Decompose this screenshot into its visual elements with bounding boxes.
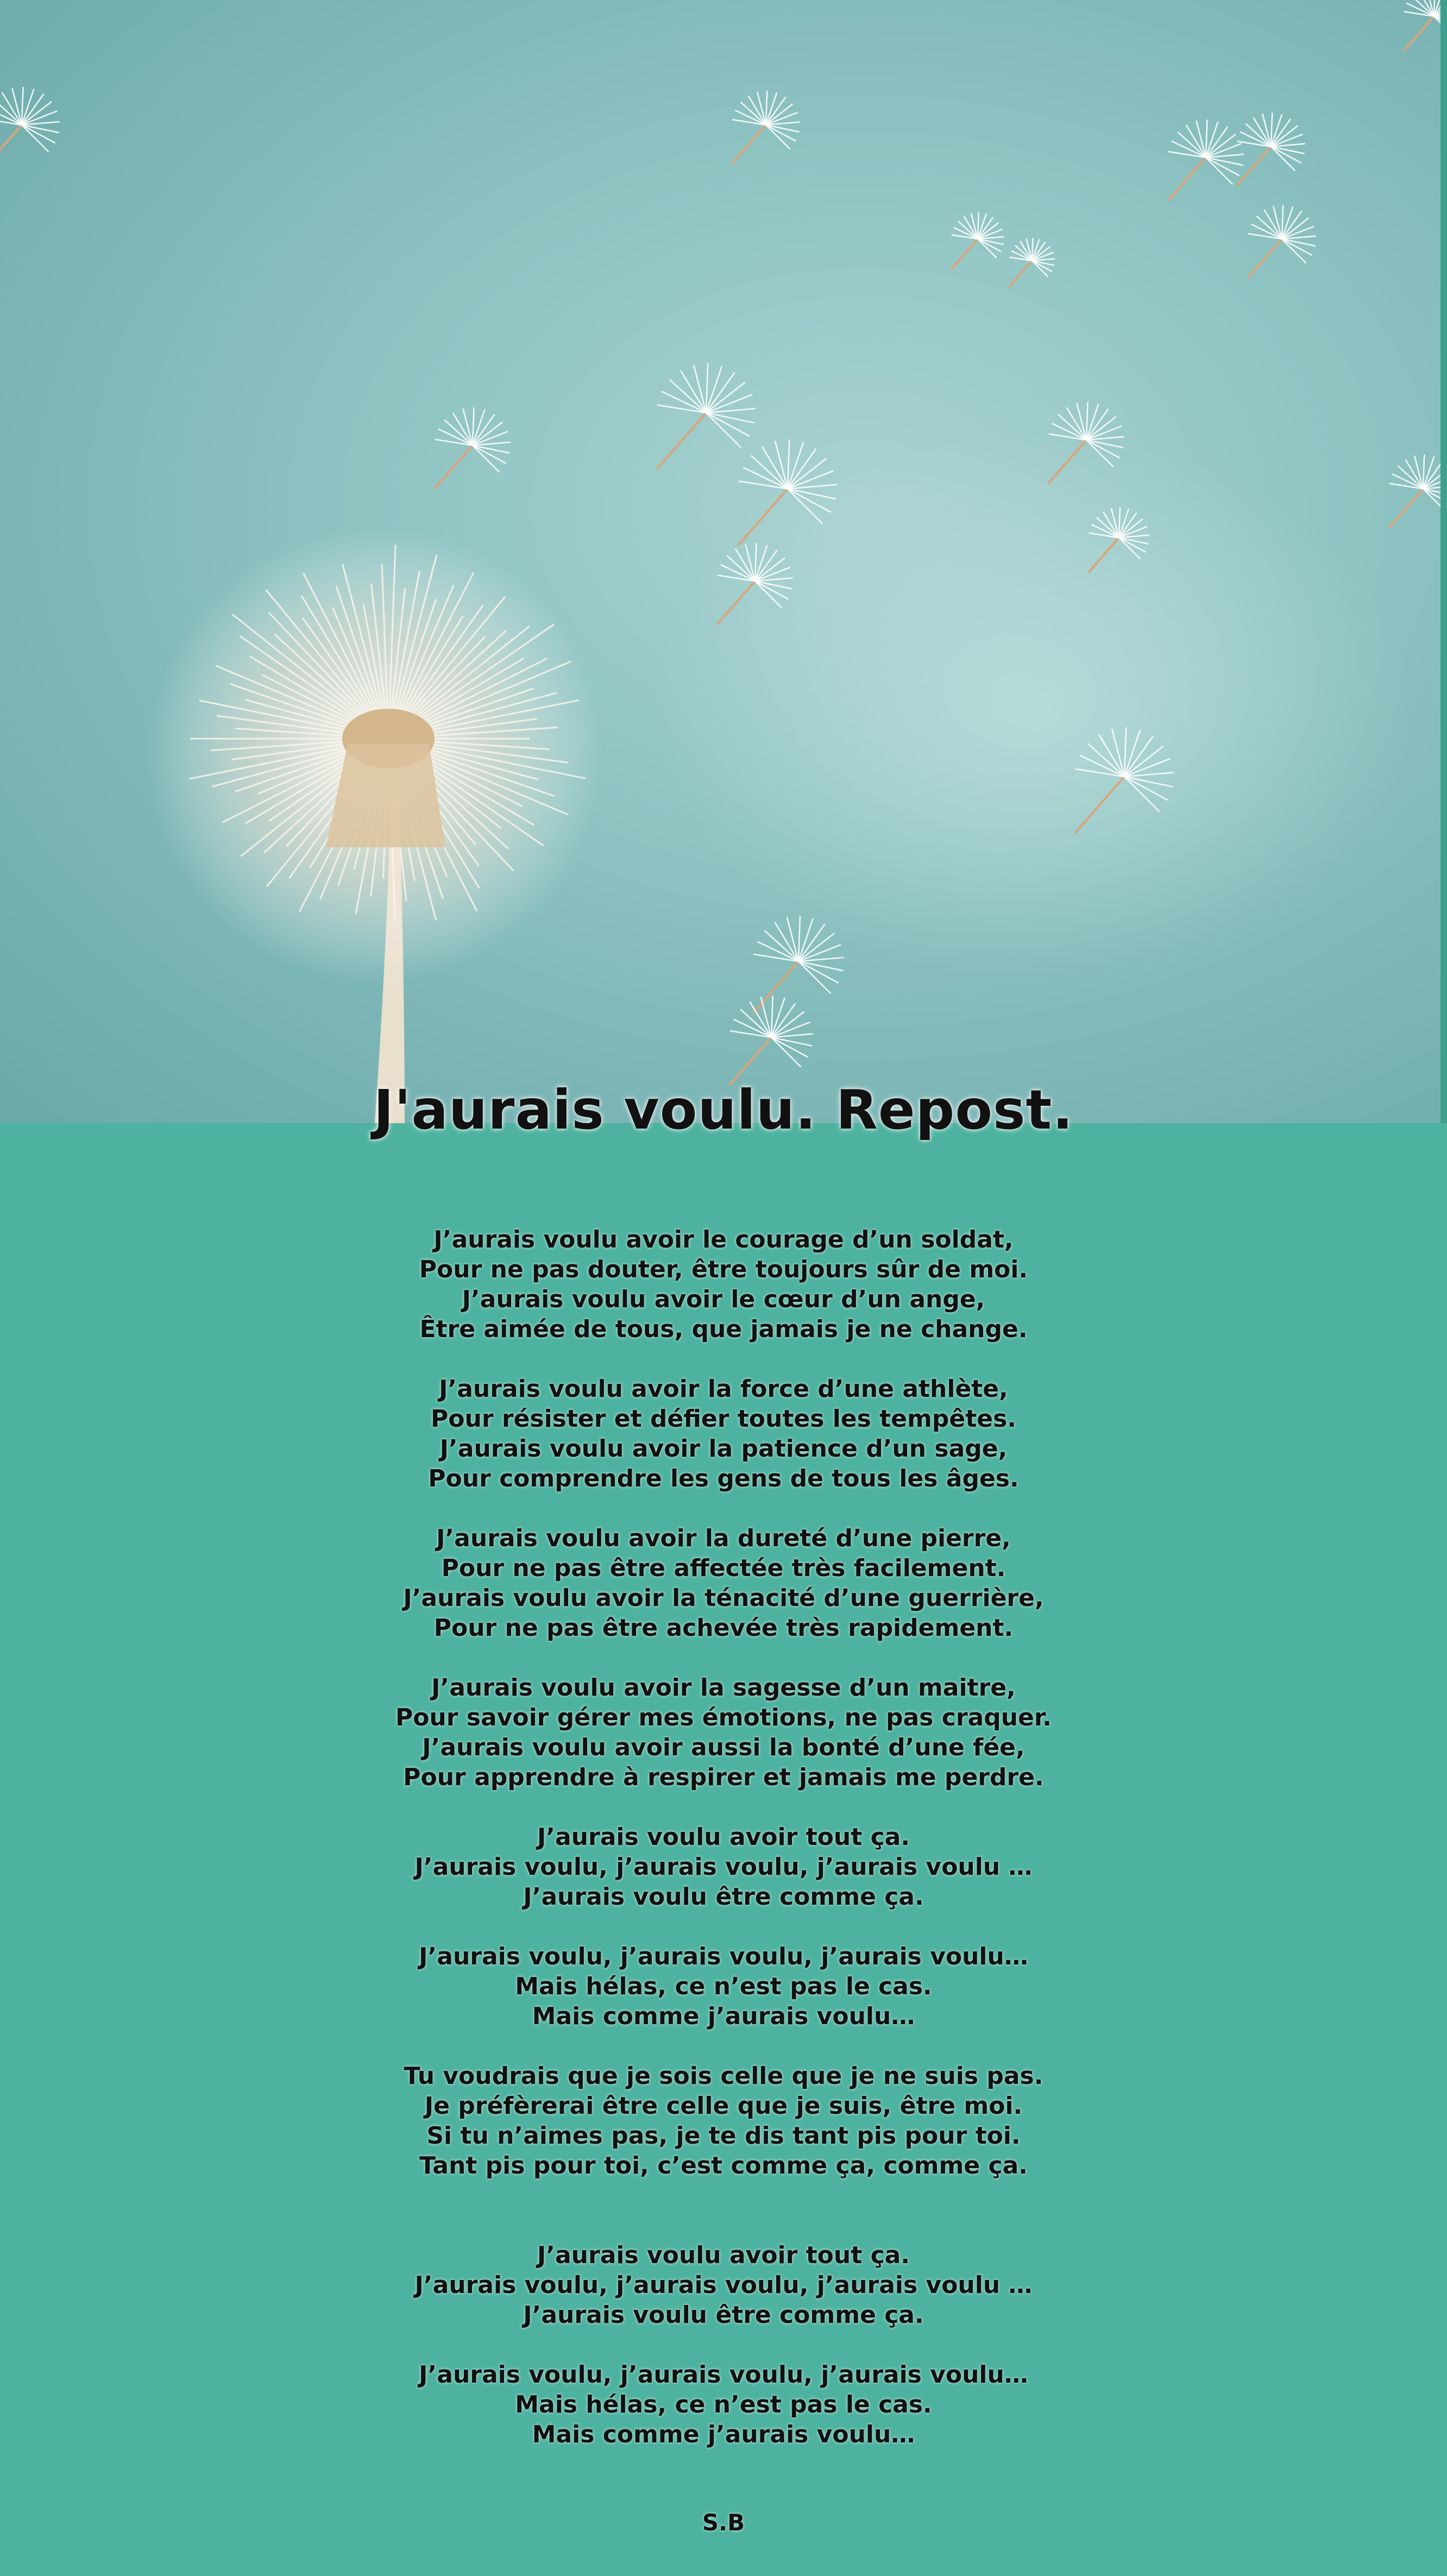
poem-line: J’aurais voulu être comme ça. xyxy=(523,2301,924,2329)
poem-line: Être aimée de tous, que jamais je ne change. xyxy=(419,1315,1028,1343)
poem-line: J’aurais voulu avoir le cœur d’un ange, xyxy=(462,1286,985,1313)
dandelion-illustration xyxy=(0,0,1440,1123)
poem-line: J’aurais voulu, j’aurais voulu, j’aurais voulu… xyxy=(419,2361,1028,2389)
poem-line: Pour comprendre les gens de tous les âges. xyxy=(428,1465,1019,1492)
poem-line: J’aurais voulu, j’aurais voulu, j’aurais voulu… xyxy=(419,1943,1028,1970)
poem-line: J’aurais voulu avoir aussi la bonté d’une fée, xyxy=(422,1734,1025,1761)
poem-line: J’aurais voulu, j’aurais voulu, j’aurais voulu … xyxy=(414,2271,1033,2299)
poem-line: Pour ne pas être affectée très facilement. xyxy=(441,1554,1006,1582)
poem-line: Je préfèrerai être celle que je suis, être moi. xyxy=(424,2092,1023,2120)
poem-line: Tu voudrais que je sois celle que je ne suis pas. xyxy=(404,2062,1043,2090)
dandelion-seed xyxy=(732,91,800,164)
poem-body xyxy=(0,1225,1447,2479)
dandelion-seed xyxy=(657,363,756,469)
poem-line: J’aurais voulu avoir tout ça. xyxy=(537,1823,910,1851)
poem-line: J’aurais voulu avoir la ténacité d’une guerrière, xyxy=(403,1584,1044,1612)
poem-stanza xyxy=(0,1673,1447,1792)
poem-line: Pour savoir gérer mes émotions, ne pas craquer. xyxy=(395,1704,1052,1731)
poem-line: J’aurais voulu avoir la force d’une athlète, xyxy=(439,1375,1008,1403)
poem-line: Mais comme j’aurais voulu… xyxy=(532,2421,915,2448)
poem-stanza xyxy=(0,1374,1447,1494)
poem-line: Si tu n’aimes pas, je te dis tant pis pour toi. xyxy=(426,2122,1021,2150)
hero-edge xyxy=(1440,0,1447,1123)
poem-line: Pour apprendre à respirer et jamais me perdre. xyxy=(403,1763,1044,1791)
poem-line: Pour ne pas être achevée très rapidement. xyxy=(433,1614,1014,1642)
poem-stanza xyxy=(0,1822,1447,1912)
poem-line: J’aurais voulu avoir la dureté d’une pierre, xyxy=(436,1525,1011,1552)
poem-stanza xyxy=(0,2061,1447,2181)
poem-line: J’aurais voulu, j’aurais voulu, j’aurais voulu … xyxy=(414,1853,1033,1881)
poem-line: Mais comme j’aurais voulu… xyxy=(532,2002,915,2030)
poem-line: Mais hélas, ce n’est pas le cas. xyxy=(515,2391,932,2418)
dandelion-seed xyxy=(1404,0,1440,51)
poem-line: J’aurais voulu avoir la patience d’un sage, xyxy=(439,1435,1008,1463)
poem-line: Pour ne pas douter, être toujours sûr de moi. xyxy=(419,1256,1028,1283)
poem-line: Mais hélas, ce n’est pas le cas. xyxy=(515,1973,932,2000)
poem-stanza xyxy=(0,1225,1447,1344)
dandelion-seed xyxy=(1168,119,1244,201)
dandelion-seed xyxy=(435,407,511,489)
page-title: J'aurais voulu. Repost. xyxy=(373,1078,1074,1142)
hero-image xyxy=(0,0,1440,1123)
poem-line: J’aurais voulu être comme ça. xyxy=(523,1883,924,1911)
poem-stanza xyxy=(0,2240,1447,2330)
dandelion-seed xyxy=(0,87,60,168)
poem-line: J’aurais voulu avoir tout ça. xyxy=(537,2241,910,2269)
dandelion-seed xyxy=(1009,238,1055,287)
dandelion-seed xyxy=(729,996,813,1085)
dandelion-seed xyxy=(1237,112,1305,186)
dandelion-seed xyxy=(1389,455,1440,528)
dandelion-seed xyxy=(1248,205,1316,278)
poem-stanza xyxy=(0,2360,1447,2449)
poem-stanza xyxy=(0,1942,1447,2031)
poem-line: J’aurais voulu avoir le courage d’un soldat, xyxy=(433,1226,1014,1254)
dandelion-seed xyxy=(951,212,1004,269)
poem-line: J’aurais voulu avoir la sagesse d’un maitre, xyxy=(431,1674,1016,1702)
poem-stanza xyxy=(0,1523,1447,1643)
poem-line: Pour résister et défier toutes les tempêtes. xyxy=(431,1405,1016,1433)
poem-line: Tant pis pour toi, c’est comme ça, comme ça. xyxy=(419,2152,1028,2180)
author-signature: S.B xyxy=(702,2509,745,2536)
